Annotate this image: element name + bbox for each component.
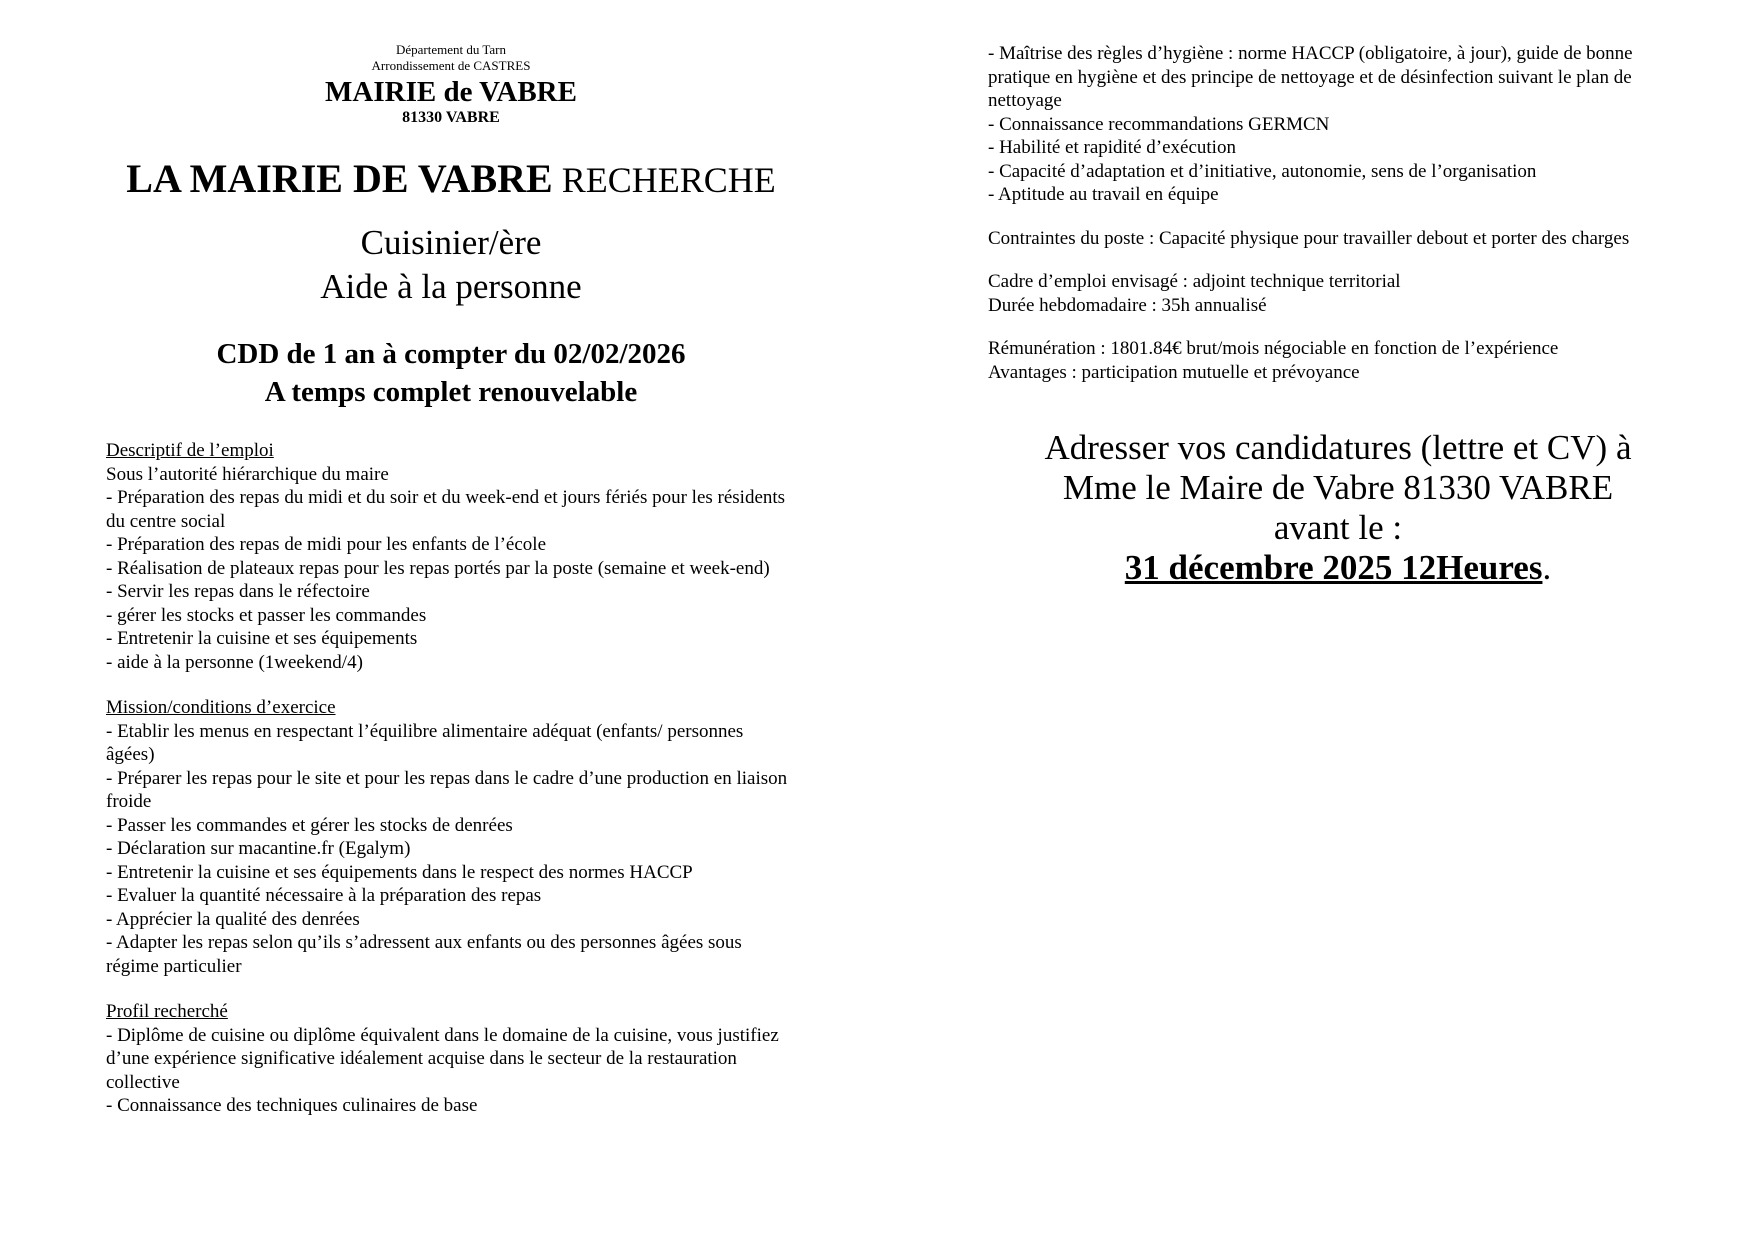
deadline-date: 31 décembre 2025 12Heures <box>1124 548 1543 587</box>
constraints-text: Contraintes du poste : Capacité physique pour travailler debout et porter des charges <box>988 227 1630 249</box>
left-column <box>106 42 796 1118</box>
header-arrondissement: Arrondissement de CASTRES <box>371 58 531 73</box>
application-line3: avant le : <box>1273 508 1403 547</box>
application-instructions <box>988 428 1688 588</box>
list-item: - Entretenir la cuisine et ses équipements <box>106 628 418 649</box>
deadline <box>988 548 1688 588</box>
page-title <box>106 156 796 203</box>
list-item: - Capacité d’adaptation et d’initiative, autonomie, sens de l’organisation <box>988 160 1537 182</box>
list-item: - Préparation des repas de midi pour les enfants de l’école <box>106 534 547 555</box>
list-item: - Apprécier la qualité des denrées <box>106 908 360 930</box>
list-item: - Habilité et rapidité d’exécution <box>988 137 1236 158</box>
header-departement: Département du Tarn <box>395 42 507 57</box>
list-item: - gérer les stocks et passer les commandes <box>106 604 427 626</box>
salary: Rémunération : 1801.84€ brut/mois négociable en fonction de l’expérience <box>988 338 1559 359</box>
list-item: - Connaissance des techniques culinaires de base <box>106 1095 478 1116</box>
contract-info <box>106 335 796 411</box>
list-item: - Evaluer la quantité nécessaire à la préparation des repas <box>106 885 542 906</box>
cadre-emploi: Cadre d’emploi envisagé : adjoint technique territorial <box>988 271 1401 292</box>
header-mairie: MAIRIE de VABRE <box>325 76 577 108</box>
application-line2: Mme le Maire de Vabre 81330 VABRE <box>1062 468 1614 507</box>
header-postal-code: 81330 VABRE <box>402 109 500 126</box>
contract-line2: A temps complet renouvelable <box>264 376 638 408</box>
list-item: - aide à la personne (1weekend/4) <box>106 651 363 673</box>
list-item: - Réalisation de plateaux repas pour les repas portés par la poste (semaine et week-end) <box>106 557 770 579</box>
page-title-bold: LA MAIRIE DE VABRE <box>126 156 553 201</box>
compensation <box>988 337 1688 384</box>
contract-line1: CDD de 1 an à compter du 02/02/2026 <box>216 338 686 370</box>
section-descriptif <box>106 439 796 674</box>
right-column <box>988 42 1688 588</box>
list-item: - Déclaration sur macantine.fr (Egalym) <box>106 838 411 859</box>
list-item: - Connaissance recommandations GERMCN <box>988 113 1330 135</box>
list-item: Sous l’autorité hiérarchique du maire <box>106 463 389 485</box>
section-profil-heading: Profil recherché <box>106 1001 228 1022</box>
job-title-line1: Cuisinier/ère <box>360 223 542 262</box>
deadline-period: . <box>1542 548 1552 587</box>
list-item: - Etablir les menus en respectant l’équilibre alimentaire adéquat (enfants/ personnes âgées) <box>106 720 744 765</box>
job-title-line2: Aide à la personne <box>320 267 582 306</box>
section-mission <box>106 696 796 978</box>
section-profil-suite <box>988 42 1688 207</box>
employment-framework <box>988 270 1688 317</box>
page-title-rest: RECHERCHE <box>552 160 776 200</box>
benefits: Avantages : participation mutuelle et prévoyance <box>988 361 1360 383</box>
section-descriptif-heading: Descriptif de l’emploi <box>106 440 274 461</box>
job-title <box>106 221 796 309</box>
list-item: - Passer les commandes et gérer les stocks de denrées <box>106 814 513 836</box>
list-item: - Maîtrise des règles d’hygiène : norme HACCP (obligatoire, à jour), guide de bonne pratique en hygiène et des principe de nettoyage et de désinfection suivant le plan de nettoyage <box>988 43 1633 111</box>
weekly-hours: Durée hebdomadaire : 35h annualisé <box>988 294 1267 316</box>
list-item: - Aptitude au travail en équipe <box>988 184 1219 205</box>
section-mission-heading: Mission/conditions d’exercice <box>106 697 336 718</box>
list-item: - Diplôme de cuisine ou diplôme équivalent dans le domaine de la cuisine, vous justifiez d’une expérience significative idéalement acquise dans le secteur de la restauration collective <box>106 1024 779 1093</box>
section-profil <box>106 1000 796 1118</box>
list-item: - Préparation des repas du midi et du soir et du week-end et jours fériés pour les résidents du centre social <box>106 487 786 532</box>
application-line1: Adresser vos candidatures (lettre et CV) à <box>1044 428 1632 467</box>
list-item: - Servir les repas dans le réfectoire <box>106 581 370 602</box>
list-item: - Adapter les repas selon qu’ils s’adressent aux enfants ou des personnes âgées sous régime particulier <box>106 932 742 977</box>
list-item: - Préparer les repas pour le site et pour les repas dans le cadre d’une production en liaison froide <box>106 767 788 812</box>
list-item: - Entretenir la cuisine et ses équipements dans le respect des normes HACCP <box>106 861 693 883</box>
